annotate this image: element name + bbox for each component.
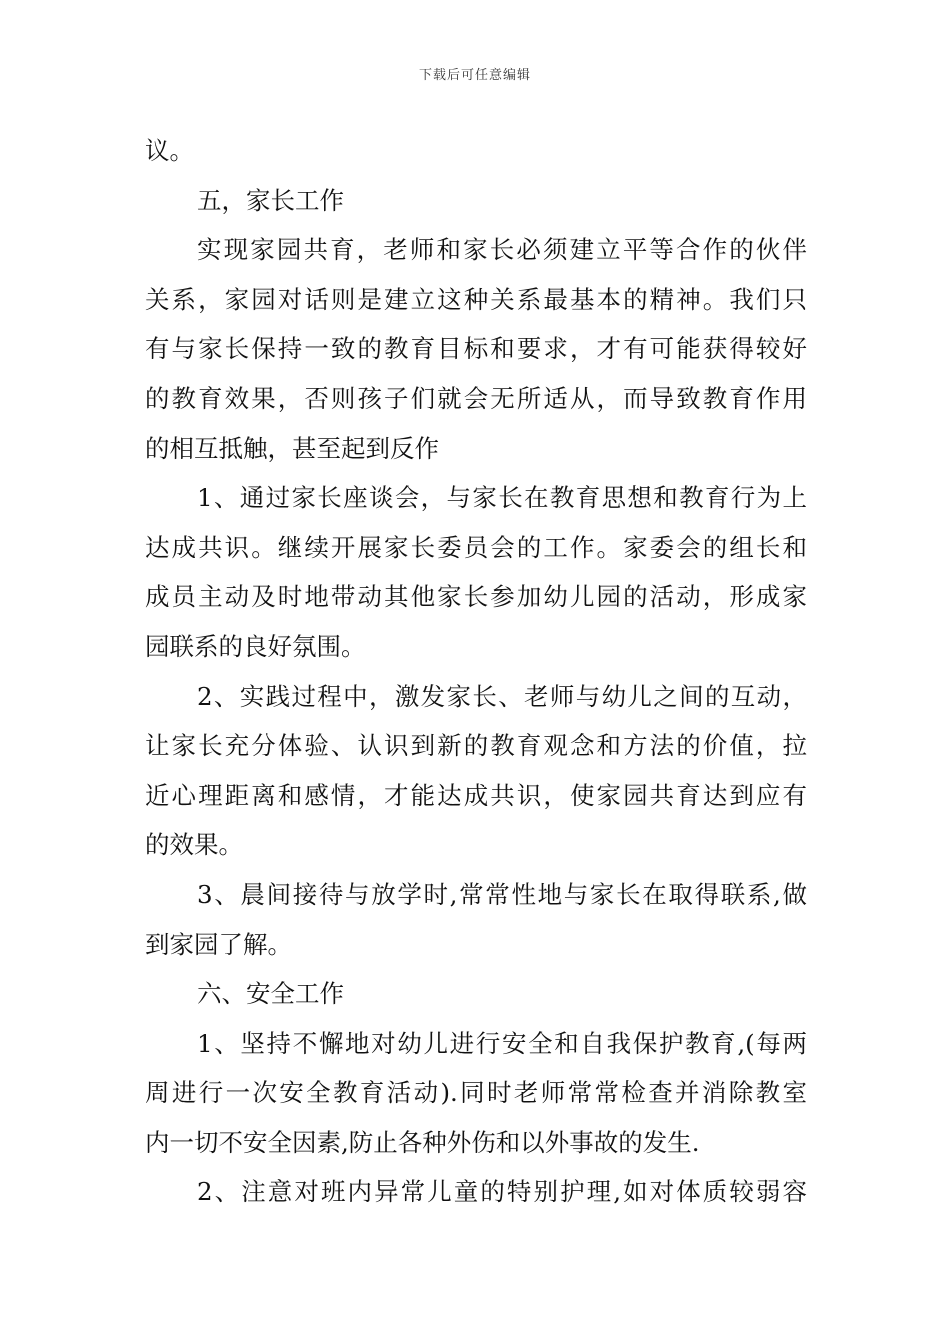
text-line: 园联系的良好氛围。 (145, 631, 366, 661)
text-line: 到家园了解。 (145, 929, 292, 959)
text-line: 议。 (145, 136, 194, 165)
text-line: 让家长充分体验、认识到新的教育观念和方法的价值，拉 (145, 731, 807, 761)
text-line: 的相互抵触，甚至起到反作 (145, 433, 439, 463)
text-line: 2、实践过程中，激发家长、老师与幼儿之间的互动， (197, 681, 807, 711)
text-line: 内一切不安全因素,防止各种外伤和以外事故的发生. (145, 1127, 700, 1157)
text-line: 达成共识。继续开展家长委员会的工作。家委会的组长和 (145, 532, 807, 562)
text-line: 1、通过家长座谈会，与家长在教育思想和教育行为上 (197, 483, 807, 513)
text-line: 的教育效果，否则孩子们就会无所适从，而导致教育作用 (145, 383, 807, 413)
text-line: 实现家园共育，老师和家长必须建立平等合作的伙伴 (197, 235, 807, 265)
text-line: 成员主动及时地带动其他家长参加幼儿园的活动，形成家 (145, 582, 807, 612)
text-line: 2、注意对班内异常儿童的特别护理,如对体质较弱容 (197, 1177, 807, 1207)
document-body (145, 126, 807, 1217)
section-heading: 六、安全工作 (197, 979, 344, 1009)
section-heading: 五，家长工作 (197, 185, 344, 215)
text-line: 近心理距离和感情，才能达成共识，使家园共育达到应有 (145, 780, 807, 810)
text-line: 有与家长保持一致的教育目标和要求，才有可能获得较好 (145, 334, 807, 364)
text-line: 的效果。 (145, 830, 243, 860)
page-header: 下载后可任意编辑 (418, 68, 531, 83)
text-line: 关系，家园对话则是建立这种关系最基本的精神。我们只 (145, 284, 807, 314)
text-line: 1、坚持不懈地对幼儿进行安全和自我保护教育,(每两 (197, 1028, 807, 1058)
text-line: 周进行一次安全教育活动).同时老师常常检查并消除教室 (145, 1078, 807, 1108)
text-line: 3、晨间接待与放学时,常常性地与家长在取得联系,做 (197, 879, 807, 909)
